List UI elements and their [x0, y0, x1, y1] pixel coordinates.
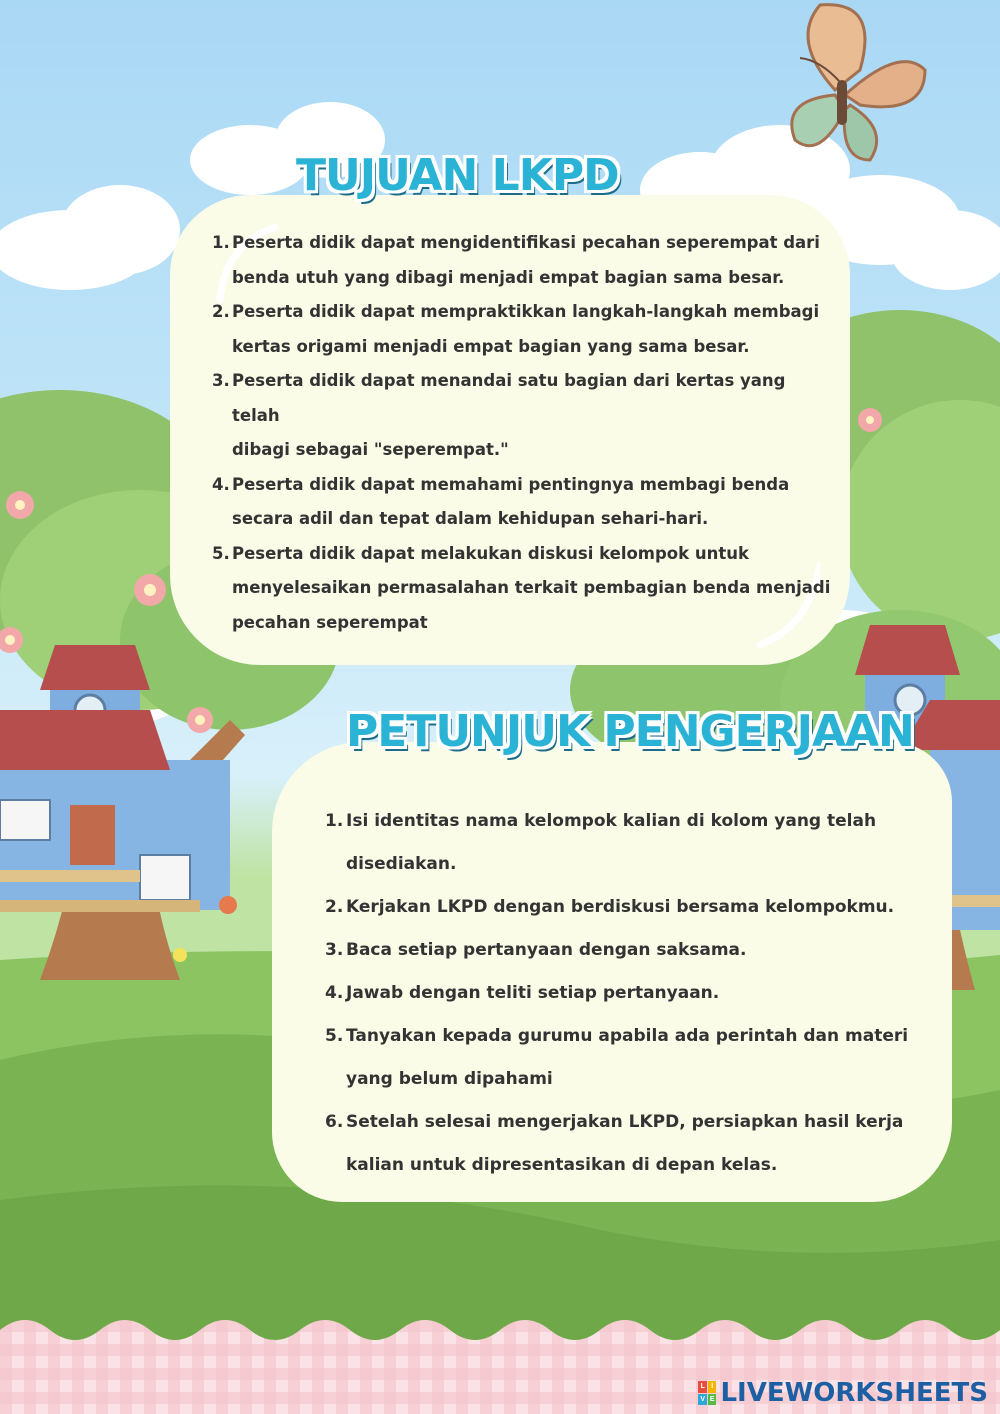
petunjuk-item-number: 2.: [325, 897, 344, 917]
petunjuk-item: [325, 972, 925, 1015]
tujuan-item: [212, 468, 832, 537]
petunjuk-item-line: yang belum dipahami: [346, 1069, 553, 1089]
tujuan-item: [212, 537, 832, 641]
petunjuk-item-number: 3.: [325, 940, 344, 960]
logo-mark-letter: L: [698, 1381, 707, 1393]
petunjuk-item-number: 6.: [325, 1112, 344, 1132]
petunjuk-title: PETUNJUK PENGERJAAN: [346, 706, 914, 757]
tujuan-item-line: Peserta didik dapat mengidentifikasi pecahan seperempat dari: [232, 233, 820, 252]
tujuan-item-line: secara adil dan tepat dalam kehidupan sehari-hari.: [232, 509, 709, 528]
tujuan-item-number: 5.: [212, 543, 230, 563]
logo-mark-letter: E: [708, 1394, 717, 1406]
tujuan-item: [212, 364, 832, 468]
tujuan-item-line: menyelesaikan permasalahan terkait pembagian benda menjadi: [232, 578, 831, 597]
logo-mark-letter: I: [708, 1381, 717, 1393]
liveworksheets-logo: [698, 1378, 988, 1408]
tujuan-item-line: pecahan seperempat: [232, 612, 428, 632]
petunjuk-item: [325, 800, 925, 886]
petunjuk-item: [325, 886, 925, 929]
tujuan-item-line: Peserta didik dapat melakukan diskusi kelompok untuk: [232, 543, 749, 563]
tujuan-item-line: Peserta didik dapat memahami pentingnya membagi benda: [232, 474, 790, 494]
petunjuk-item: [325, 1101, 925, 1187]
tujuan-item: [212, 295, 832, 364]
tujuan-item-line: kertas origami menjadi empat bagian yang sama besar.: [232, 336, 750, 356]
tujuan-item-number: 4.: [212, 474, 230, 494]
petunjuk-item-line: Tanyakan kepada gurumu apabila ada perintah dan materi: [346, 1026, 909, 1046]
butterfly-illustration: [792, 5, 925, 160]
petunjuk-item: [325, 1015, 925, 1101]
petunjuk-item-line: Baca setiap pertanyaan dengan saksama.: [346, 940, 747, 960]
tujuan-item-number: 2.: [212, 302, 230, 321]
tujuan-title: TUJUAN LKPD: [296, 150, 619, 201]
liveworksheets-logo-mark: [698, 1381, 716, 1405]
tujuan-item-line: benda utuh yang dibagi menjadi empat bagian sama besar.: [232, 267, 785, 287]
petunjuk-item-number: 1.: [325, 811, 344, 831]
petunjuk-item-line: Jawab dengan teliti setiap pertanyaan.: [346, 983, 720, 1003]
tujuan-item-line: Peserta didik dapat menandai satu bagian dari kertas yang telah: [232, 371, 786, 425]
petunjuk-item-line: Setelah selesai mengerjakan LKPD, persiapkan hasil kerja: [346, 1112, 904, 1132]
petunjuk-item-line: kalian untuk dipresentasikan di depan kelas.: [346, 1155, 778, 1175]
petunjuk-item-number: 4.: [325, 983, 344, 1003]
petunjuk-list: [325, 800, 925, 1187]
petunjuk-item: [325, 929, 925, 972]
tujuan-item-line: dibagi sebagai "seperempat.": [232, 440, 509, 459]
tujuan-item-line: Peserta didik dapat mempraktikkan langkah-langkah membagi: [232, 302, 820, 321]
petunjuk-item-line: Isi identitas nama kelompok kalian di kolom yang telah: [346, 811, 877, 831]
liveworksheets-logo-text: LIVEWORKSHEETS: [720, 1378, 988, 1408]
petunjuk-item-number: 5.: [325, 1026, 344, 1046]
tujuan-list: [212, 226, 832, 640]
tujuan-item-number: 1.: [212, 233, 230, 252]
tujuan-item: [212, 226, 832, 295]
petunjuk-item-line: disediakan.: [346, 854, 457, 874]
petunjuk-item-line: Kerjakan LKPD dengan berdiskusi bersama kelompokmu.: [346, 897, 895, 917]
tujuan-item-number: 3.: [212, 371, 230, 390]
logo-mark-letter: V: [698, 1394, 707, 1406]
